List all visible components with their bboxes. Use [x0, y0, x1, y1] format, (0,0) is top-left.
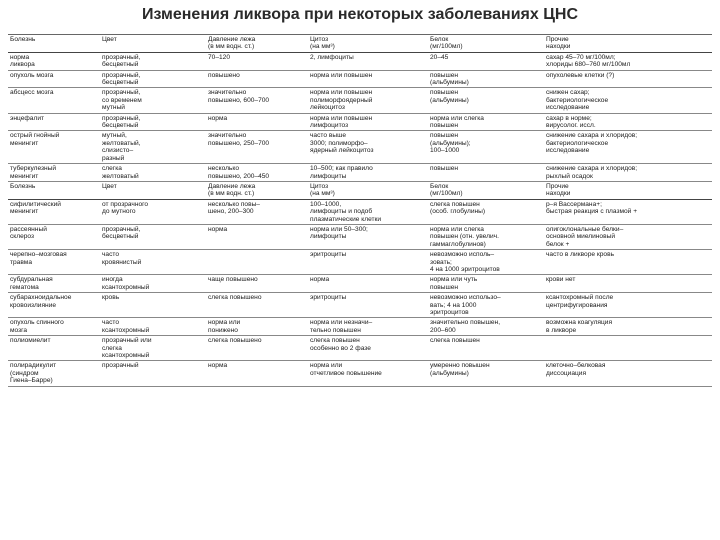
table-row	[8, 318, 712, 336]
header-cell: Прочие находки	[546, 36, 571, 51]
table-cell: опухоль мозга	[10, 71, 54, 79]
table-row	[8, 225, 712, 250]
table-cell: норма или чуть повышен	[430, 276, 478, 291]
table-cell: норма или повышен лимфоцитоз	[310, 114, 373, 130]
table-cell: субарахноидальное кровоизлияние	[10, 294, 72, 309]
page-title: Изменения ликвора при некоторых заболеваниях ЦНС	[141, 6, 579, 23]
table-cell: 10–500; как правило лимфоциты	[310, 165, 373, 180]
table-cell: значительно повышено, 600–700	[208, 89, 270, 104]
header-cell: Давление лежа (в мм водн. ст.)	[208, 36, 256, 51]
table-cell: иногда ксантохромный	[102, 276, 150, 291]
table-cell: слегка желтоватый	[102, 165, 139, 180]
table-cell: повышен (альбумины)	[430, 71, 469, 87]
table-cell: опухолевые клетки (?)	[546, 71, 615, 79]
header-cell: Прочие находки	[546, 182, 571, 198]
table-cell: несколько повышено, 200–450	[208, 165, 270, 180]
table-row	[8, 336, 712, 361]
header-cell: Белок (мг/100мл)	[430, 182, 463, 198]
table-cell: эритроциты	[310, 251, 347, 259]
table-cell: часто в ликворе кровь	[546, 251, 615, 259]
table-row	[8, 200, 712, 225]
table-cell: часто ксантохромный	[102, 319, 150, 334]
table-row	[8, 275, 712, 293]
table-cell: часто кровянистый	[102, 251, 142, 266]
table-row	[8, 250, 712, 275]
table-cell: повышен	[430, 165, 459, 173]
table-cell: норма или слегка повышен (отн. увелич. гаммаглобулинов)	[430, 225, 499, 248]
table-cell: невозможно исполь– зовать; 4 на 1000 эритроцитов	[430, 251, 500, 273]
table-cell: снижение сахара и хлоридов; рыхлый осадок	[546, 165, 638, 180]
header-cell: Болезнь	[10, 182, 36, 190]
table-cell: повышен (альбумины)	[430, 89, 469, 104]
table-cell: 2, лимфоциты	[310, 53, 354, 61]
table-cell: черепно–мозговая травма	[10, 251, 67, 266]
table-cell: снижен сахар; бактериологическое исследование	[546, 89, 609, 112]
table-cell: норма	[310, 276, 330, 284]
table-cell: норма или незначи– тельно повышен	[310, 319, 373, 334]
table-cell: чаще повышено	[208, 276, 258, 284]
table-cell: абсцесс мозга	[10, 89, 54, 97]
table-cell: острый гнойный менингит	[10, 132, 60, 147]
header-cell: Белок (мг/100мл)	[430, 36, 463, 51]
table-cell: р–я Вассермана+; быстрая реакция с плазмой +	[546, 200, 638, 216]
table-cell: слегка повышен особенно во 2 фазе	[310, 337, 371, 352]
table-row	[8, 114, 712, 132]
header-cell: Цвет	[102, 36, 117, 43]
table-cell	[544, 336, 712, 360]
table-cell	[206, 250, 308, 274]
table-cell: умеренно повышен (альбумины)	[430, 362, 490, 377]
table-cell: несколько повы– шено, 200–300	[208, 200, 260, 216]
table-cell: снижение сахара и хлоридов; бактериологическое исследование	[546, 132, 638, 155]
table-cell: прозрачный, бесцветный	[102, 225, 141, 241]
table-cell: невозможно использо– вать; 4 на 1000 эритроцитов	[430, 294, 501, 316]
table-cell: 70–120	[208, 53, 231, 61]
table-row	[8, 131, 712, 164]
table-cell: от прозрачного до мутного	[102, 200, 149, 216]
table-cell: прозрачный или слегка ксантохромный	[102, 337, 152, 360]
table-cell: часто выше 3000; полиморфо– ядерный лейкоцитоз	[310, 132, 374, 155]
table-cell: прозрачный, бесцветный	[102, 114, 141, 130]
table-cell: норма или слегка повышен	[430, 114, 484, 130]
table-cell: прозрачный	[102, 362, 139, 370]
table-cell: норма или 50–300; лимфоциты	[310, 225, 368, 241]
table-cell: норма	[208, 225, 228, 233]
table-cell: повышено	[208, 71, 240, 79]
table-cell: норма	[208, 114, 228, 122]
table-cell: норма или повышен	[310, 71, 373, 79]
table-row	[8, 71, 712, 89]
table-cell: норма или отчетливое повышение	[310, 362, 382, 377]
table-cell: значительно повышено, 250–700	[208, 132, 270, 147]
table-cell: возможна коагуляция в ликворе	[546, 319, 613, 334]
table-cell: норма или повышен полиморфоядерный лейкоцитоз	[310, 89, 373, 112]
table-cell: слегка повышен	[430, 337, 480, 345]
table-header-repeat	[8, 182, 712, 200]
table-cell: мутный, желтоватый, слизисто– разный	[102, 132, 141, 162]
table-row	[8, 88, 712, 113]
table-cell: крови нет	[546, 276, 576, 284]
header-cell: Цитоз (на мм³)	[310, 36, 335, 51]
table-row	[8, 53, 712, 71]
table-cell: норма или понижено	[208, 319, 241, 334]
table-cell: норма ликвора	[10, 53, 35, 69]
table-cell: прозрачный, бесцветный	[102, 53, 141, 69]
table-cell: норма	[208, 362, 228, 370]
csf-table	[8, 34, 712, 387]
table-cell: эритроциты	[310, 294, 347, 302]
table-cell: кровь	[102, 294, 120, 302]
header-cell: Цитоз (на мм³)	[310, 182, 335, 198]
table-cell: клеточно–белковая диссоциация	[546, 362, 606, 377]
table-cell: прозрачный, со временем мутный	[102, 89, 142, 112]
table-cell: опухоль спинного мозга	[10, 319, 64, 334]
table-cell: 20–45	[430, 53, 449, 61]
table-cell: слегка повышено	[208, 294, 262, 302]
table-cell: рассеянный склероз	[10, 225, 47, 241]
table-cell: сахар 45–70 мг/100мл; хлориды 680–760 мг/100мл	[546, 53, 631, 69]
table-cell: энцефалит	[10, 114, 45, 122]
table-cell: значительно повышен, 200–600	[430, 319, 501, 334]
table-row	[8, 164, 712, 182]
table-cell: сифилитический менингит	[10, 200, 61, 216]
table-cell: сахар в норме; вирусолог. иссл.	[546, 114, 596, 130]
header-cell: Цвет	[102, 182, 117, 190]
table-cell: слегка повышен (особ. глобулины)	[430, 200, 486, 216]
table-cell: олигоклональные белки– основной миелиновый белок +	[546, 225, 624, 248]
header-cell: Давление лежа (в мм водн. ст.)	[208, 182, 256, 198]
table-cell: прозрачный, бесцветный	[102, 71, 141, 87]
table-cell: полиомиелит	[10, 337, 51, 345]
table-cell: полирадикулит (синдром Гиена–Барре)	[10, 362, 57, 385]
table-cell: туберкулезный менингит	[10, 165, 57, 180]
table-header	[8, 34, 712, 53]
table-cell: ксантохромный после центрифугирования	[546, 294, 614, 309]
table-row	[8, 293, 712, 318]
table-cell: субдуральная гематома	[10, 276, 53, 291]
table-cell: 100–1000, лимфоциты и подоб плазматические клетки	[310, 200, 382, 223]
table-row	[8, 361, 712, 386]
table-cell: слегка повышено	[208, 337, 262, 345]
table-cell: повышен (альбумины); 100–1000	[430, 132, 471, 155]
header-cell: Болезнь	[10, 36, 36, 43]
